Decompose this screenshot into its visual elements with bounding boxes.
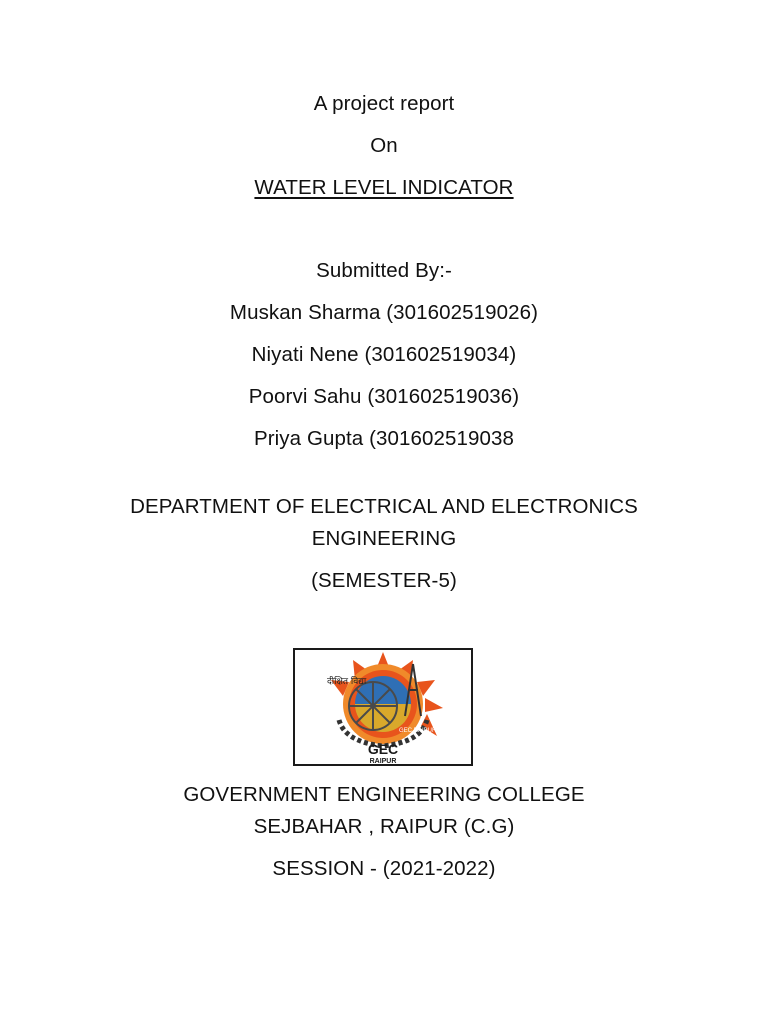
- department-line-2: ENGINEERING: [311, 527, 457, 550]
- member-3: Poorvi Sahu (301602519036): [248, 385, 520, 408]
- member-4: Priya Gupta (301602519038: [253, 427, 515, 450]
- project-title-text: WATER LEVEL INDICATOR: [254, 176, 514, 199]
- logo-gec-text: GEC: [367, 741, 399, 757]
- member-2: Niyati Nene (301602519034): [251, 343, 517, 366]
- session: SESSION - (2021-2022): [272, 857, 496, 880]
- college-logo-emblem: [295, 650, 471, 764]
- ring-label: GEC RAIPUR: [399, 728, 437, 734]
- hindi-text: दीक्षित विद्या: [327, 677, 367, 687]
- title-line-1: A project report: [313, 92, 455, 115]
- sun-ray: [425, 698, 443, 712]
- college-line-2: SEJBAHAR , RAIPUR (C.G): [253, 815, 515, 838]
- project-title: [0, 176, 768, 200]
- member-1: Muskan Sharma (301602519026): [229, 301, 539, 324]
- submitted-heading: Submitted By:-: [316, 259, 452, 282]
- college-line-1: GOVERNMENT ENGINEERING COLLEGE: [183, 783, 585, 806]
- college-logo: [293, 648, 473, 766]
- wheel-icon: [349, 682, 397, 730]
- semester: (SEMESTER-5): [311, 569, 457, 592]
- logo-raipur-text: RAIPUR: [369, 758, 397, 764]
- title-line-2: On: [370, 134, 398, 157]
- department-line-1: DEPARTMENT OF ELECTRICAL AND ELECTRONICS: [130, 495, 638, 518]
